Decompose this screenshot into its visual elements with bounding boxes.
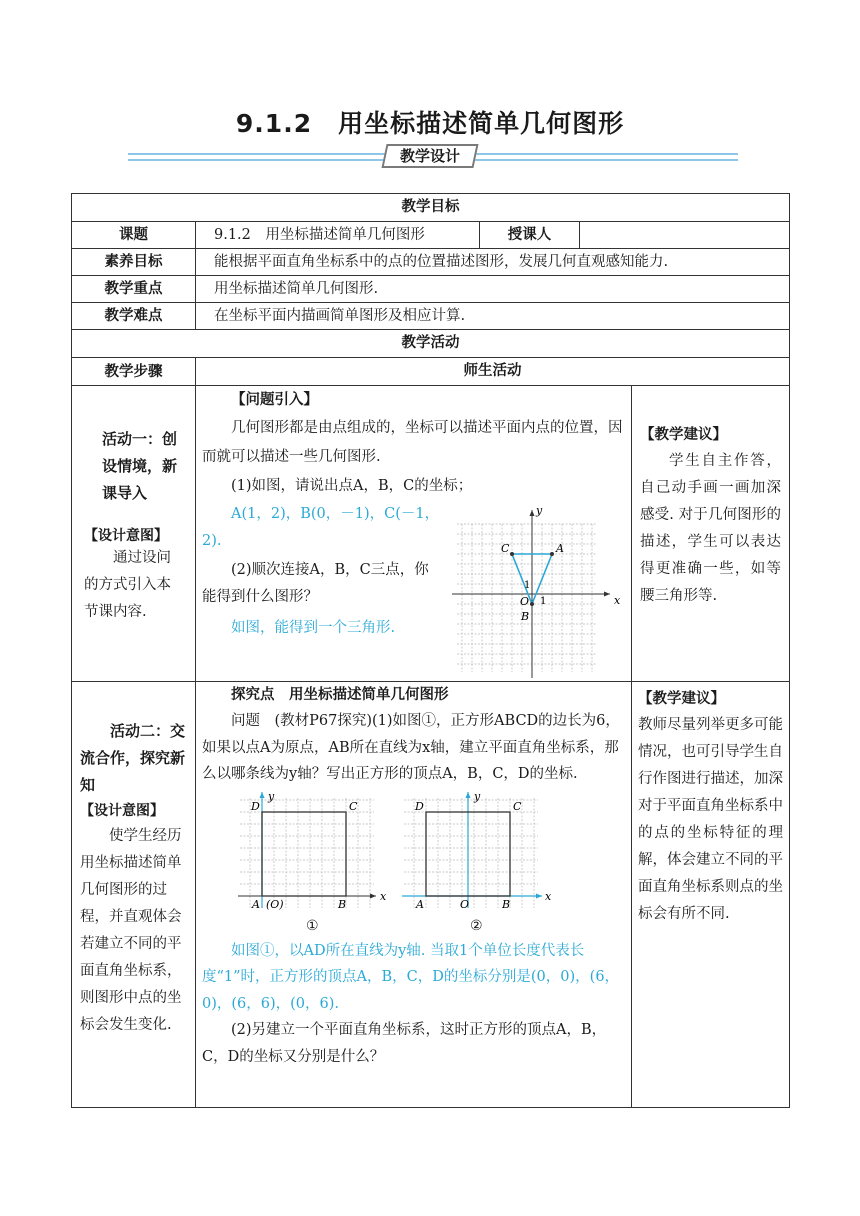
act1-intent: 通过设问的方式引入本节课内容. [84, 550, 171, 620]
graph-c-label: C [501, 542, 510, 555]
act1-main-cell [196, 386, 632, 682]
act2-problem: 问题 (教材P67探究)(1)如图①，正方形ABCD的边长为6，如果以点A为原点，AB所在直线为x轴，建立平面直角坐标系，那么以哪条线为y轴？写出正方形的顶点A，B，C，D的坐标. [202, 713, 620, 782]
act2-name: 活动二：交流合作，探究新知 [80, 722, 186, 794]
fig1-b-label: B [338, 897, 347, 911]
act2-figures [202, 788, 625, 938]
difficulty-value: 在坐标平面内描画简单图形及相应计算. [196, 303, 790, 330]
act1-triangle-graph [452, 504, 622, 680]
point-a [550, 552, 554, 556]
fig1-d-label: D [251, 799, 260, 813]
act2-main-cell [196, 682, 632, 1108]
fig1-o-label: (O) [266, 897, 284, 911]
steps-label: 教学步骤 [72, 358, 196, 386]
act1-a1: A(1，2)，B(0，－1)，C(－1，2). [202, 506, 440, 549]
key-label: 教学重点 [72, 276, 196, 303]
fig2-d-label: D [415, 799, 424, 813]
act1-intro: 几何图形都是由点组成的，坐标可以描述平面内点的位置，因而就可以描述一些几何图形. [202, 420, 623, 465]
act2-heading: 探究点 用坐标描述简单几何图形 [231, 687, 449, 703]
act2-suggest: 教师尽量列举更多可能情况，也可引导学生自行作图进行描述，加深对于平面直角坐标系中的点的坐标特征的理解，体会建立不同的平面直角坐标系则点的坐标会有所不同. [638, 717, 784, 922]
act1-step-cell [72, 386, 196, 682]
fig1-c-label: C [349, 799, 358, 813]
act1-q1: (1)如图，请说出点A，B，C的坐标； [231, 478, 473, 494]
act2-step-cell [72, 682, 196, 1108]
graph-y-arrow [530, 510, 535, 516]
banner-badge [381, 144, 478, 168]
point-c [510, 552, 514, 556]
topic-value: 9.1.2 用坐标描述简单几何图形 [196, 222, 480, 249]
act2-suggest-label: 【教学建议】 [638, 691, 725, 707]
graph-x-arrow [604, 592, 610, 597]
difficulty-label: 教学难点 [72, 303, 196, 330]
fig2-b-label: B [502, 897, 511, 911]
act1-suggest-label: 【教学建议】 [640, 427, 727, 443]
graph-x-unit: 1 [540, 596, 547, 607]
graph-x-label: x [614, 594, 621, 607]
fig1-a-label: A [252, 897, 260, 911]
act2-q2: (2)另建立一个平面直角坐标系，这时正方形的顶点A，B，C，D的坐标又分别是什么？ [202, 1022, 607, 1065]
banner [128, 142, 738, 172]
graph-a-label: A [556, 542, 564, 555]
act2-suggest-cell [632, 682, 790, 1108]
goals-header: 教学目标 [72, 194, 790, 222]
activities-header: 教学活动 [72, 330, 790, 358]
literacy-label: 素养目标 [72, 249, 196, 276]
graph-y-label: y [536, 504, 543, 517]
act1-suggest-cell [632, 386, 790, 682]
fig2-c-label: C [513, 799, 522, 813]
square-figure-2 [402, 792, 554, 920]
teacher-value [580, 222, 790, 249]
fig1-caption: ① [306, 917, 319, 934]
topic-label: 课题 [72, 222, 196, 249]
literacy-value: 能根据平面直角坐标系中的点的位置描述图形，发展几何直观感知能力. [196, 249, 790, 276]
act1-a2: 如图，能得到一个三角形. [231, 620, 396, 636]
act2-answer: 如图①，以AD所在直线为y轴. 当取1个单位长度代表长度“1”时，正方形的顶点A，B，C，D的坐标分别是(0，0)，(6，0)，(6，6)，(0，6). [202, 942, 620, 1012]
graph-y-unit: 1 [524, 580, 531, 591]
fig2-o-label: O [460, 897, 470, 911]
teacher-student-label: 师生活动 [196, 358, 790, 386]
graph-origin-label: O [520, 595, 530, 608]
act1-name: 活动一：创设情境，新课导入 [102, 430, 178, 502]
graph-b-label: B [521, 610, 530, 623]
square-figure-1 [238, 792, 388, 920]
fig2-x-label: x [545, 889, 552, 903]
banner-label: 教学设计 [399, 147, 460, 165]
act1-suggest: 学生自主作答，自己动手画一画加深感受. 对于几何图形的描述，学生可以表达得更准确一些，如等腰三角形等. [640, 453, 782, 604]
teacher-label: 授课人 [480, 222, 580, 249]
act1-intent-label: 【设计意图】 [84, 528, 168, 544]
act1-q2: (2)顺次连接A，B，C三点，你能得到什么图形？ [202, 562, 429, 605]
fig1-y-label: y [268, 791, 275, 803]
key-value: 用坐标描述简单几何图形. [196, 276, 790, 303]
fig2-a-label: A [416, 897, 424, 911]
lesson-table [71, 193, 790, 1108]
act2-intent-label: 【设计意图】 [80, 803, 164, 819]
fig1-x-label: x [380, 889, 387, 903]
fig2-caption: ② [470, 917, 483, 934]
point-b [530, 602, 534, 606]
act2-intent: 使学生经历用坐标描述简单几何图形的过程，并直观体会若建立不同的平面直角坐标系，则图形中点的坐标会发生变化. [80, 828, 182, 1033]
act1-heading: 【问题引入】 [231, 392, 318, 408]
fig2-y-label: y [474, 791, 481, 803]
page-title: 9.1.2 用坐标描述简单几何图形 [235, 109, 625, 138]
